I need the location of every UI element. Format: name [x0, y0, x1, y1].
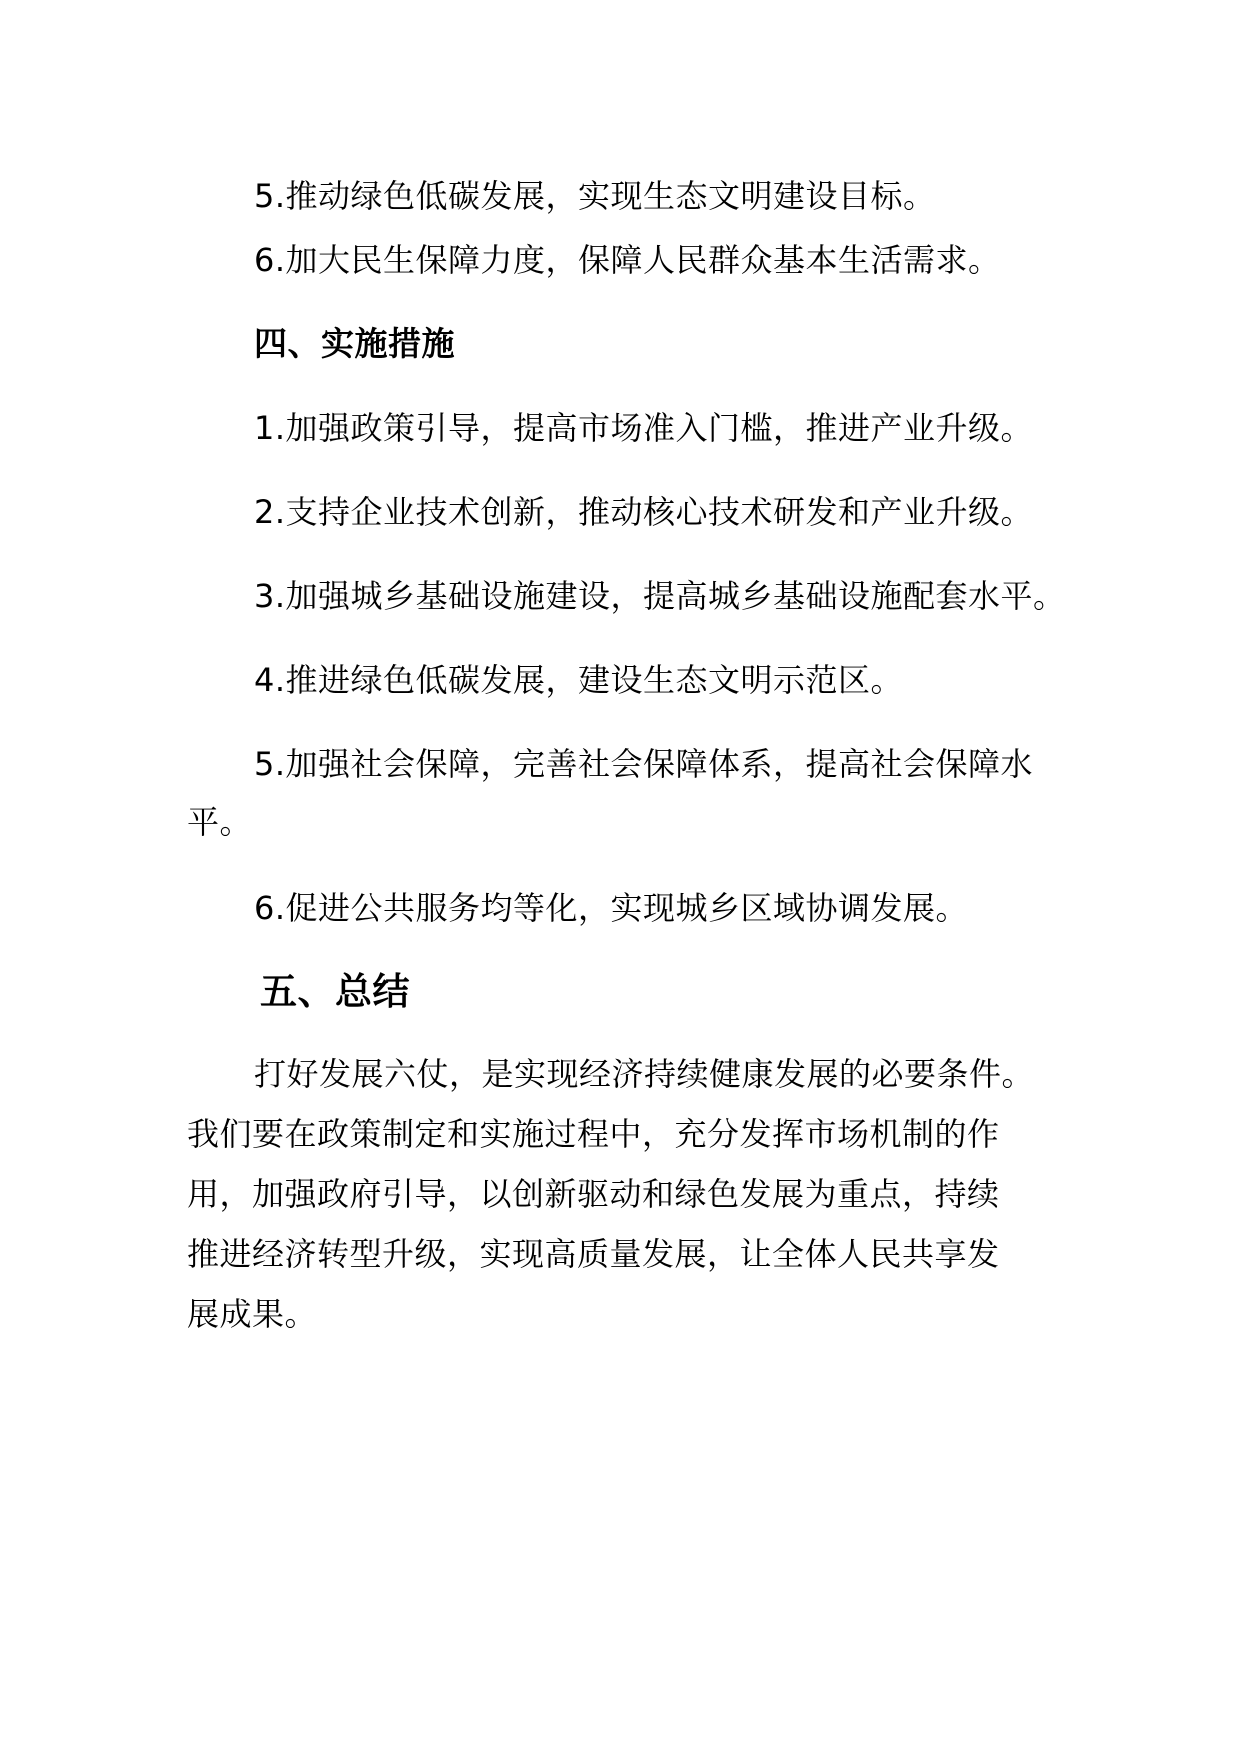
summary-line-5: 展成果。 [187, 1295, 318, 1333]
measure-item-5-line-2: 平。 [187, 803, 253, 841]
summary-line-3: 用，加强政府引导，以创新驱动和绿色发展为重点，持续 [187, 1175, 1000, 1213]
summary-line-2: 我们要在政策制定和实施过程中，充分发挥市场机制的作 [187, 1115, 1000, 1153]
measure-item-6: 6.促进公共服务均等化，实现城乡区域协调发展。 [254, 889, 969, 927]
section-4-heading: 四、实施措施 [254, 324, 455, 363]
measure-item-2: 2.支持企业技术创新，推动核心技术研发和产业升级。 [254, 493, 1034, 531]
measure-item-5-line-1: 5.加强社会保障，完善社会保障体系，提高社会保障水 [254, 745, 1034, 783]
measure-item-1: 1.加强政策引导，提高市场准入门槛，推进产业升级。 [254, 409, 1034, 447]
goal-item-5: 5.推动绿色低碳发展，实现生态文明建设目标。 [254, 177, 936, 215]
measure-item-4: 4.推进绿色低碳发展，建设生态文明示范区。 [254, 661, 904, 699]
section-5-heading: 五、总结 [260, 970, 410, 1013]
measure-item-3: 3.加强城乡基础设施建设，提高城乡基础设施配套水平。 [254, 577, 1066, 615]
summary-line-1: 打好发展六仗，是实现经济持续健康发展的必要条件。 [254, 1055, 1035, 1093]
goal-item-6: 6.加大民生保障力度，保障人民群众基本生活需求。 [254, 241, 1001, 279]
summary-line-4: 推进经济转型升级，实现高质量发展，让全体人民共享发 [187, 1235, 1000, 1273]
